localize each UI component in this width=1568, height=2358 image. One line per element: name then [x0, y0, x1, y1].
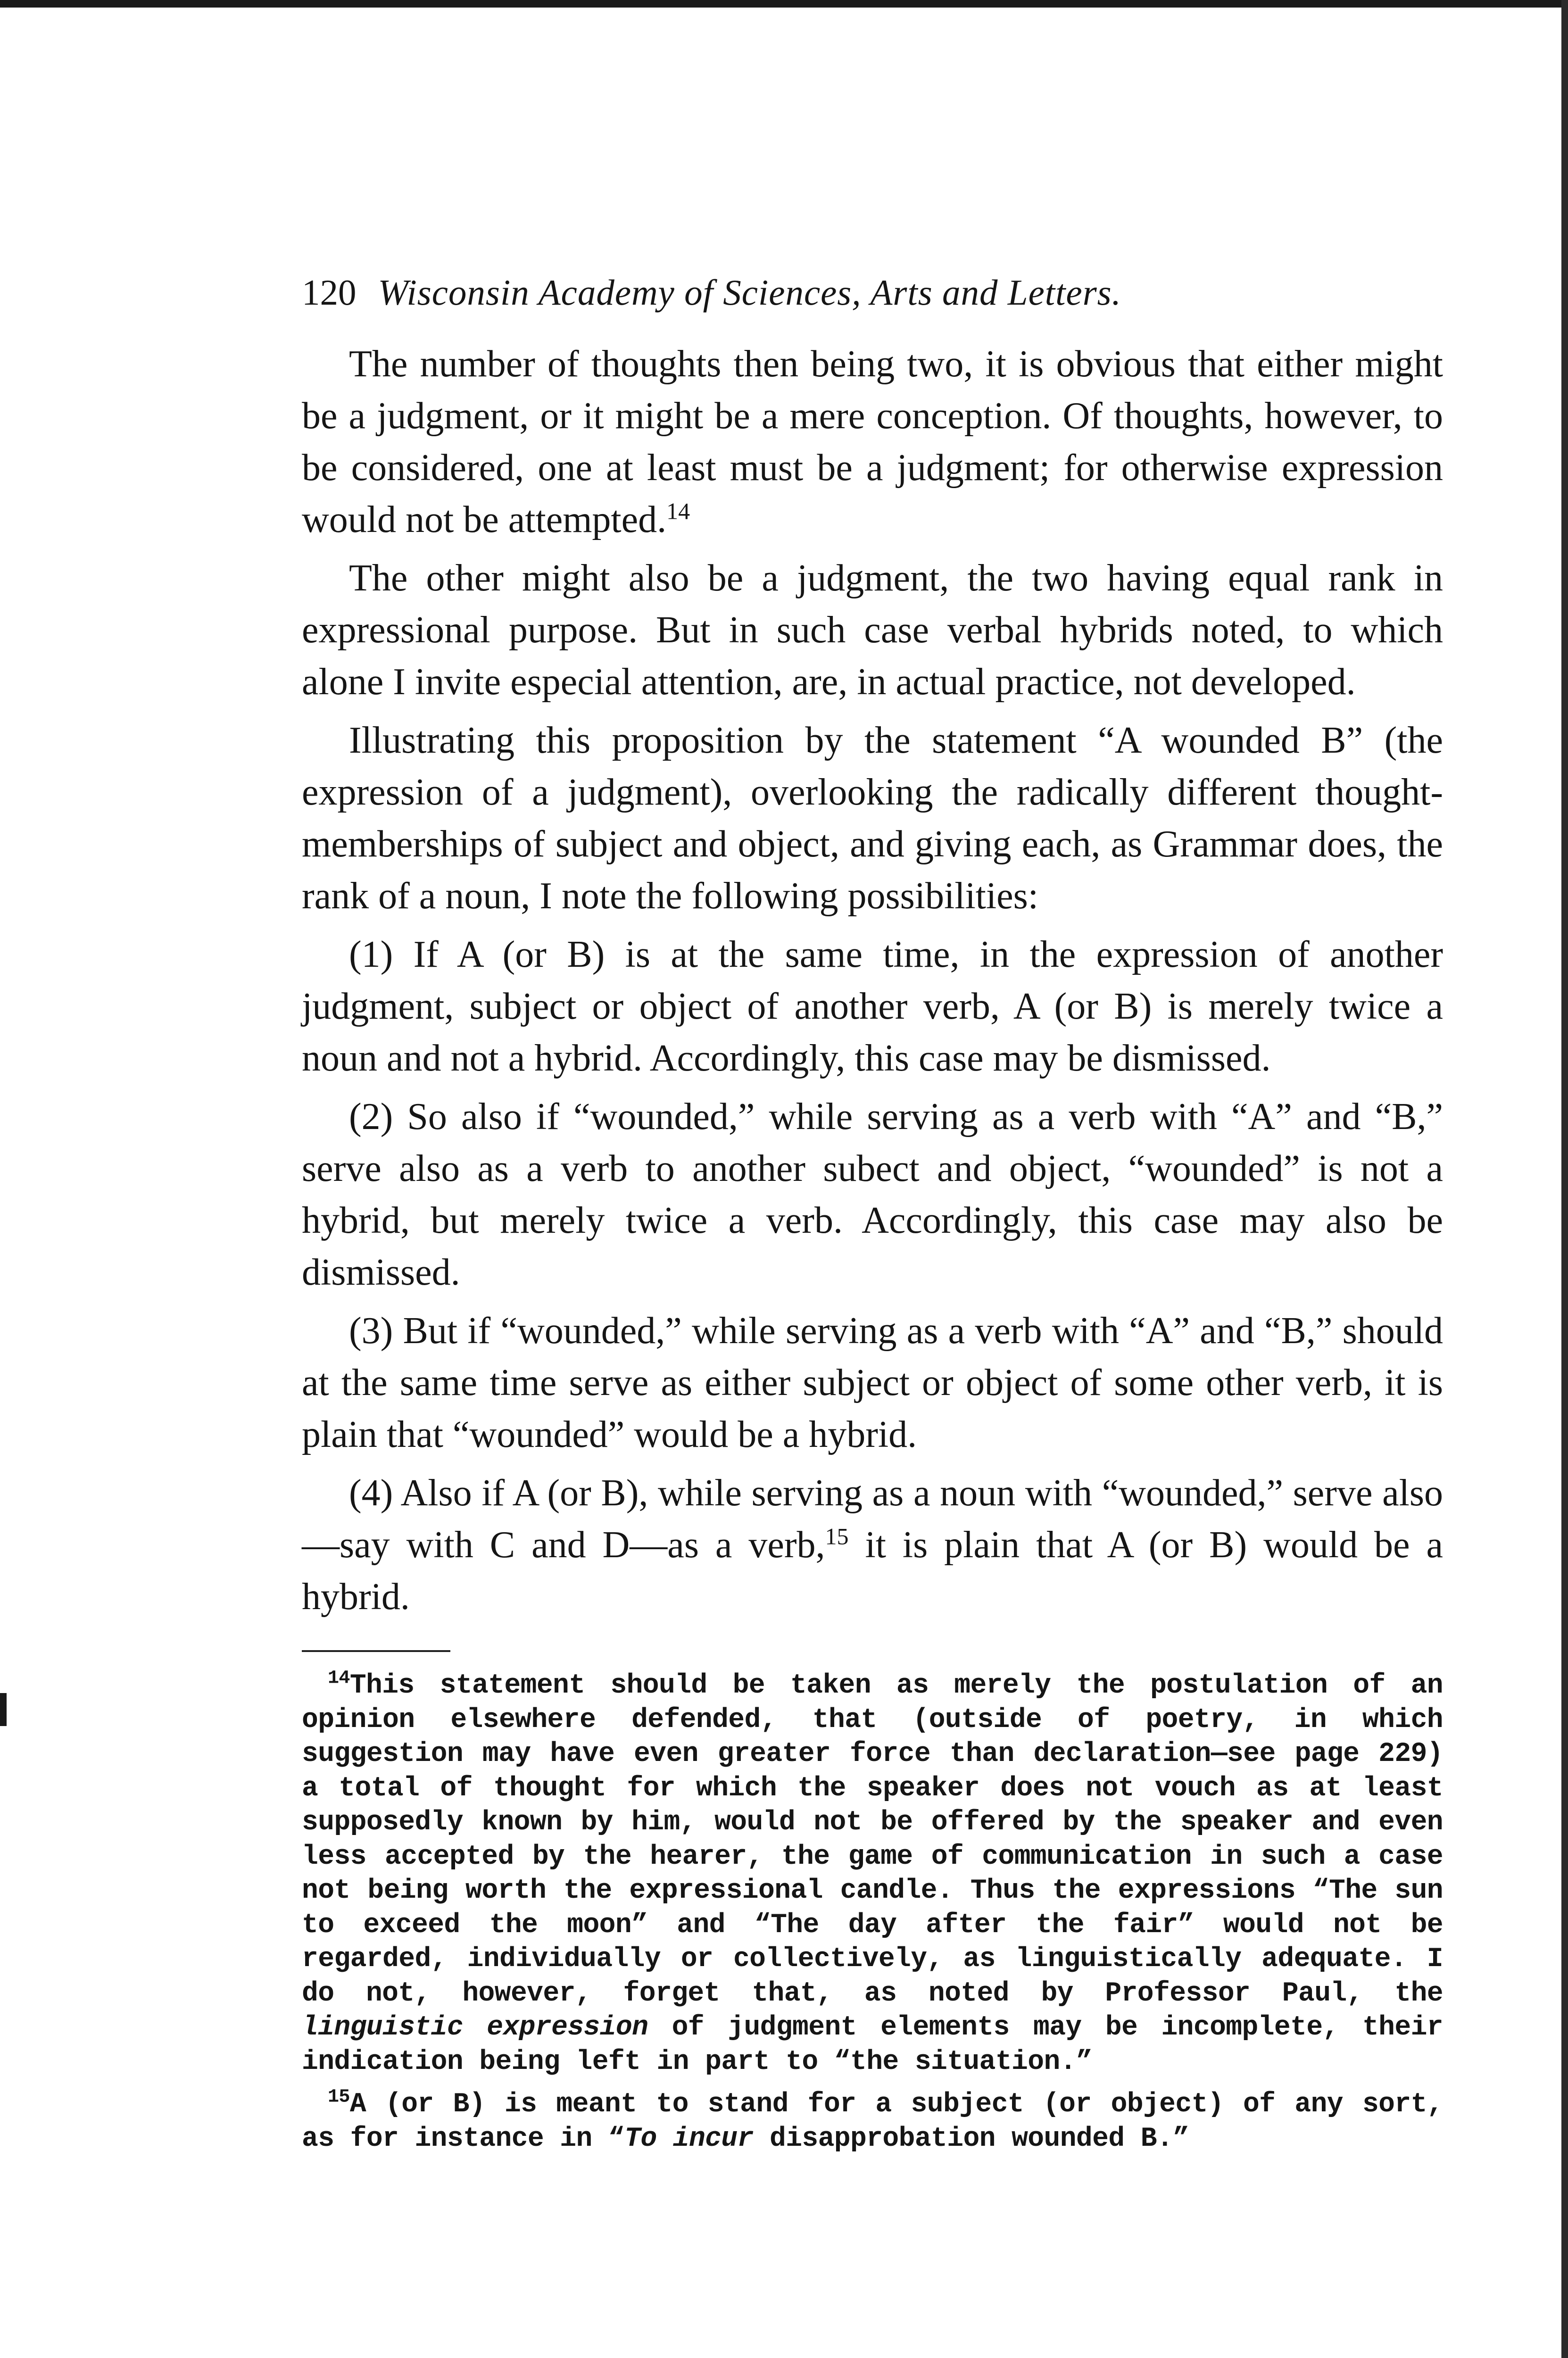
paragraph-7-text-b: it is plain that A (or B) would be a hybrid. — [302, 1524, 1443, 1618]
footnote-14-marker: 14 — [328, 1668, 350, 1689]
footnote-14-text-b: of judgment elements may be incomplete, their indication being left in part to “the situation.” — [302, 2012, 1443, 2077]
paragraph-5: (2) So also if “wounded,” while serving as a verb with “A” and “B,” serve also as a verb to another subect and object, “wounded” is not a hybrid, but merely twice a verb. Accordingly, this case may also be dismissed. — [302, 1096, 1443, 1293]
footnote-ref-15[interactable]: 15 — [825, 1523, 849, 1550]
page-number: 120 — [302, 272, 357, 313]
footnote-14 — [302, 1669, 1443, 2079]
book-page — [302, 266, 1443, 2165]
footnote-14-text-a: This statement should be taken as merely the postulation of an opinion elsewhere defended, that (outside of poetry, in which suggestion may have even greater force than declaration—see page 229) a total of thought for which the speaker does not vouch as at least supposedly known by him, would not be offered by the speaker and even less accepted by the hearer, the game of communication in such a case not being worth the expressional candle. Thus the expressions “The sun to exceed the moon” and “The day after the fair” would not be regarded, individually or collectively, as linguistically adequate. I do not, however, forget that, as noted by Professor Paul, the — [302, 1670, 1443, 2009]
footnote-15-text-a: A (or B) is meant to stand for a subject (or object) of any sort, as for instance in “ — [302, 2089, 1443, 2154]
paragraph-1-text: The number of thoughts then being two, it is obvious that either might be a judgment, or it might be a mere conception. Of thoughts, however, to be considered, one at least must be a judgment; for otherwise expression would not be attempted. — [302, 343, 1443, 540]
scan-edge-mark — [0, 1693, 7, 1726]
paragraph-6: (3) But if “wounded,” while serving as a verb with “A” and “B,” should at the same time serve as either subject or object of some other verb, it is plain that “wounded” would be a hybrid. — [302, 1310, 1443, 1455]
footnote-ref-14[interactable]: 14 — [666, 498, 690, 524]
paragraph-1 — [302, 338, 1443, 546]
running-header — [302, 266, 1443, 318]
footnote-15-italic: To incur — [624, 2123, 754, 2154]
paragraph-3: Illustrating this proposition by the statement “A wounded B” (the expression of a judgment), overlooking the radically different thought-memberships of subject and object, and giving each, as Grammar does, the rank of a noun, I note the following possibilities: — [302, 720, 1443, 917]
paragraph-7 — [302, 1467, 1443, 1623]
scan-edge-right — [1561, 0, 1568, 2358]
paragraph-4: (1) If A (or B) is at the same time, in the expression of another judgment, subject or object of another verb, A (or B) is merely twice a noun and not a hybrid. Accordingly, this case may be dismissed. — [302, 934, 1443, 1079]
footnote-14-italic: linguistic expression — [302, 2012, 648, 2043]
footnote-15-text-b: disapprobation wounded B.” — [753, 2123, 1189, 2154]
footnote-divider — [302, 1650, 450, 1652]
running-title: Wisconsin Academy of Sciences, Arts and Letters. — [378, 272, 1121, 313]
paragraph-2: The other might also be a judgment, the two having equal rank in expressional purpose. But in such case verbal hybrids noted, to which alone I invite especial attention, are, in actual practice, not developed. — [302, 557, 1443, 703]
paragraph-7-text-a: (4) Also if A (or B), while serving as a noun with “wounded,” serve also—say with C and D—as a verb, — [302, 1472, 1443, 1566]
footnote-15 — [302, 2088, 1443, 2156]
scan-edge-top — [0, 0, 1568, 8]
footnote-15-marker: 15 — [328, 2086, 350, 2108]
